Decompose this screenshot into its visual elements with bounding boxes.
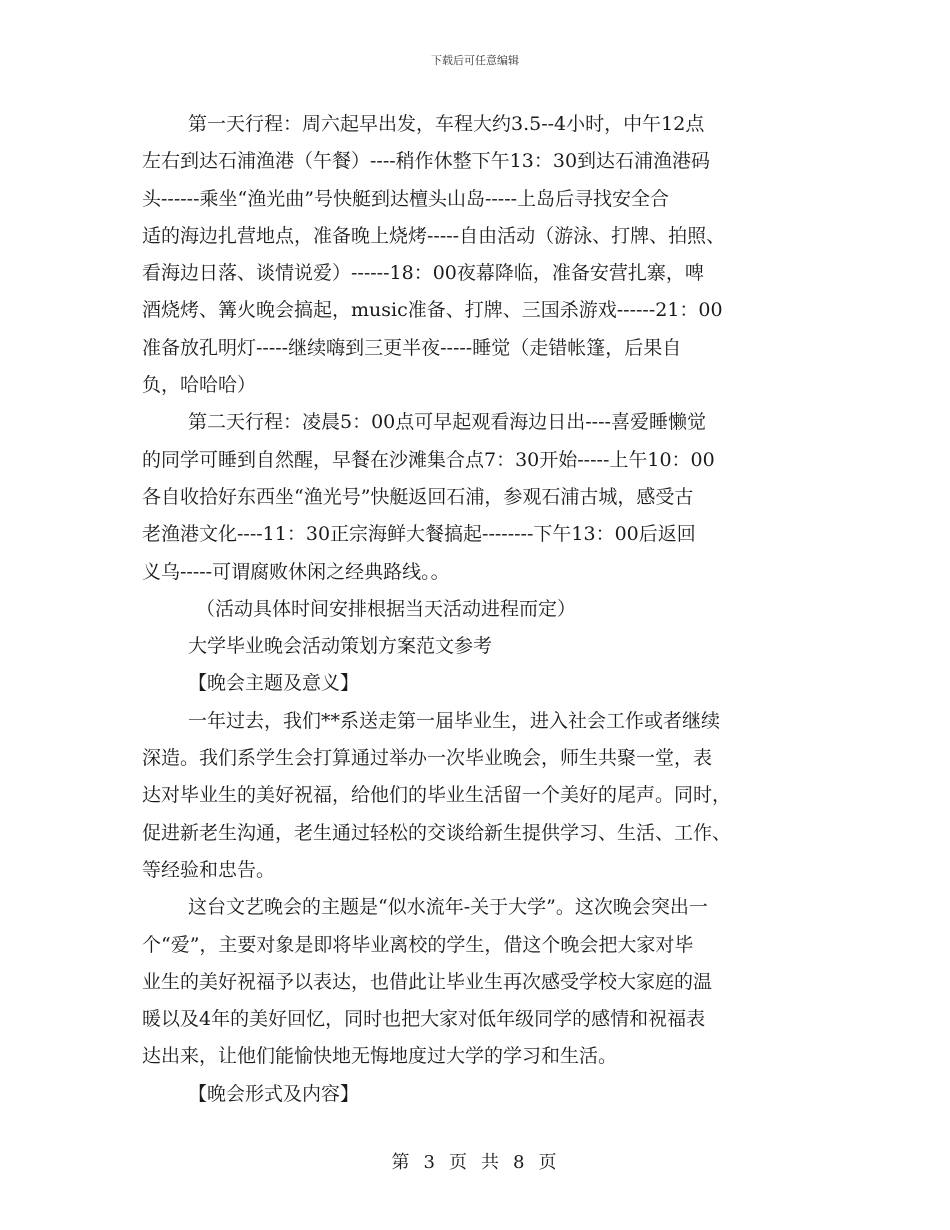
paragraph-line: 准备放孔明灯-----继续嗨到三更半夜-----睡觉（走错帐篷，后果自 [142, 336, 682, 359]
paragraph-line: 义乌-----可谓腐败休闲之经典路线。。 [142, 560, 450, 583]
section-title: 大学毕业晚会活动策划方案范文参考 [188, 635, 493, 658]
paragraph-line: 第二天行程：凌晨5：00点可早起观看海边日出----喜爱睡懒觉 [188, 411, 706, 434]
paragraph-line: 的同学可睡到自然醒，早餐在沙滩集合点7：30开始-----上午10：00 [142, 448, 715, 471]
paragraph-line: 业生的美好祝福予以表达，也借此让毕业生再次感受学校大家庭的温 [142, 970, 713, 993]
paragraph-line: 适的海边扎营地点，准备晚上烧烤-----自由活动（游泳、打牌、拍照、 [142, 224, 726, 247]
total-pages: 8 [513, 1152, 527, 1173]
page-header-note: 下载后可任意编辑 [431, 54, 519, 67]
paragraph-line: 促进新老生沟通，老生通过轻松的交谈给新生提供学习、生活、工作、 [142, 821, 732, 844]
page-unit: 页 [449, 1152, 469, 1173]
paragraph-line: 一年过去，我们**系送走第一届毕业生，进入社会工作或者继续 [188, 709, 721, 732]
paragraph-line: 老渔港文化----11：30正宗海鲜大餐搞起--------下午13：00后返回 [142, 523, 696, 546]
document-body [142, 106, 822, 1113]
page-footer [0, 1148, 950, 1174]
section-heading: 【晚会主题及意义】 [188, 672, 360, 695]
paragraph-line: 酒烧烤、篝火晚会搞起，music准备、打牌、三国杀游戏------21：00 [142, 299, 723, 322]
page-number: 3 [423, 1152, 437, 1173]
paragraph-line: 左右到达石浦渔港（午餐）----稍作休整下午13：30到达石浦渔港码 [142, 150, 711, 173]
paragraph-line: 等经验和忠告。 [142, 858, 276, 881]
paragraph-line: 头------乘坐“渔光曲”号快艇到达檀头山岛-----上岛后寻找安全合 [142, 187, 670, 210]
paragraph-line: 暖以及4年的美好回忆，同时也把大家对低年级同学的感情和祝福表 [142, 1008, 706, 1031]
total-unit: 页 [538, 1152, 559, 1173]
paragraph-line: 看海边日落、谈情说爱）------18：00夜幕降临，准备安营扎寨，啤 [142, 262, 704, 285]
total-label: 共 [481, 1152, 501, 1173]
paragraph-line: 这台文艺晚会的主题是“似水流年-关于大学”。这次晚会突出一 [188, 896, 708, 919]
paragraph-line: 个“爱”，主要对象是即将毕业离校的学生，借这个晚会把大家对毕 [142, 933, 694, 956]
paragraph-line: 各自收拾好东西坐“渔光号”快艇返回石浦，参观石浦古城，感受古 [142, 485, 694, 508]
section-heading: 【晚会形式及内容】 [188, 1082, 360, 1105]
paragraph-line: 第一天行程：周六起早出发，车程大约3.5--4小时，中午12点 [188, 113, 705, 135]
paragraph-line: 达出来，让他们能愉快地无悔地度过大学的学习和生活。 [142, 1045, 618, 1068]
page-label: 第 [391, 1152, 412, 1173]
paragraph-line: 达对毕业生的美好祝福，给他们的毕业生活留一个美好的尾声。同时， [142, 784, 732, 807]
note-line: （活动具体时间安排根据当天活动进程而定） [196, 597, 577, 620]
paragraph-line: 深造。我们系学生会打算通过举办一次毕业晚会，师生共聚一堂，表 [142, 747, 713, 770]
paragraph-line: 负，哈哈哈） [142, 374, 257, 397]
